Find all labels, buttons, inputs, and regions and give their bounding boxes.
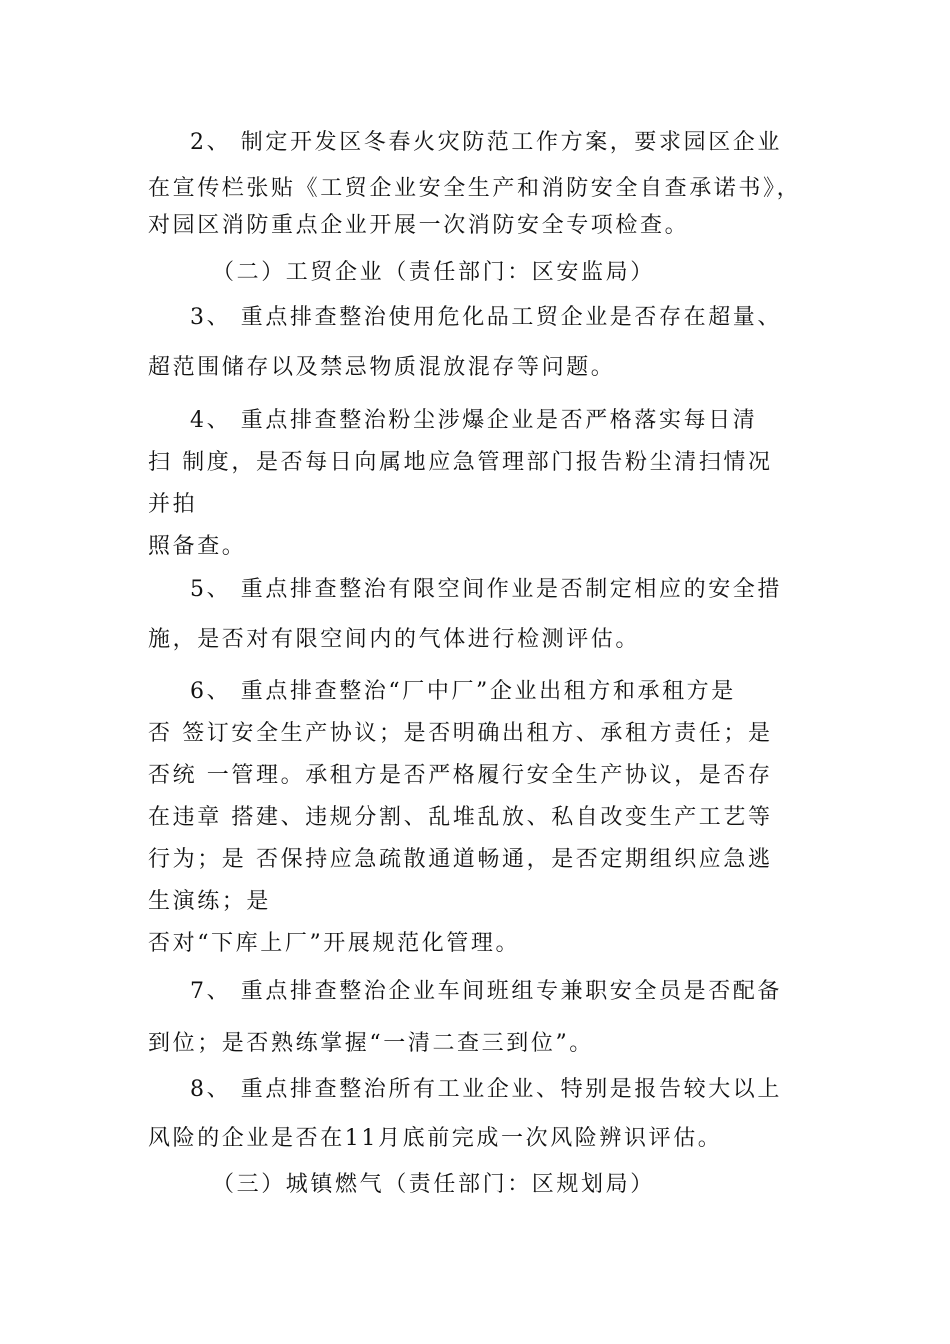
- paragraph-7-line-1: 7、 重点排查整治企业车间班组专兼职安全员是否配备: [190, 979, 782, 1004]
- paragraph-2-line-1: 2、 制定开发区冬春火灾防范工作方案，要求园区企业: [190, 130, 782, 155]
- paragraph-2-line-2: 在宣传栏张贴《工贸企业安全生产和消防安全自查承诺书》，: [148, 176, 802, 201]
- paragraph-5-line-1: 5、 重点排查整治有限空间作业是否制定相应的安全措: [190, 577, 782, 602]
- paragraph-6-line-3: 否统 一管理。承租方是否严格履行安全生产协议，是否存: [148, 763, 773, 788]
- paragraph-6-line-5: 行为；是 否保持应急疏散通道畅通，是否定期组织应急逃: [148, 847, 773, 872]
- section-heading-2: （二）工贸企业（责任部门：区安监局）: [212, 260, 655, 285]
- paragraph-6-line-7: 否对“下库上厂”开展规范化管理。: [148, 931, 521, 956]
- paragraph-6-line-2: 否 签订安全生产协议；是否明确出租方、承租方责任；是: [148, 721, 773, 746]
- paragraph-7-line-2: 到位；是否熟练掌握“一清二查三到位”。: [148, 1031, 594, 1056]
- paragraph-3-line-1: 3、 重点排查整治使用危化品工贸企业是否存在超量、: [190, 305, 782, 330]
- paragraph-6-line-1: 6、 重点排查整治“厂中厂”企业出租方和承租方是: [190, 679, 736, 704]
- paragraph-6-line-6: 生演练；是: [148, 889, 272, 914]
- paragraph-4-line-4: 照备查。: [148, 534, 247, 559]
- paragraph-3-line-2: 超范围储存以及禁忌物质混放混存等问题。: [148, 355, 616, 380]
- paragraph-4-line-1: 4、 重点排查整治粉尘涉爆企业是否严格落实每日清: [190, 408, 758, 433]
- section-heading-3: （三）城镇燃气（责任部门：区规划局）: [212, 1172, 655, 1197]
- paragraph-8-line-2: 风险的企业是否在11月底前完成一次风险辨识评估。: [148, 1126, 723, 1151]
- paragraph-6-line-4: 在违章 搭建、违规分割、乱堆乱放、私自改变生产工艺等: [148, 805, 773, 830]
- paragraph-2-line-3: 对园区消防重点企业开展一次消防安全专项检查。: [148, 213, 690, 238]
- paragraph-4-line-3: 并拍: [148, 492, 198, 517]
- paragraph-4-line-2: 扫 制度，是否每日向属地应急管理部门报告粉尘清扫情况: [148, 450, 773, 475]
- paragraph-8-line-1: 8、 重点排查整治所有工业企业、特别是报告较大以上: [190, 1077, 782, 1102]
- paragraph-5-line-2: 施，是否对有限空间内的气体进行检测评估。: [148, 627, 641, 652]
